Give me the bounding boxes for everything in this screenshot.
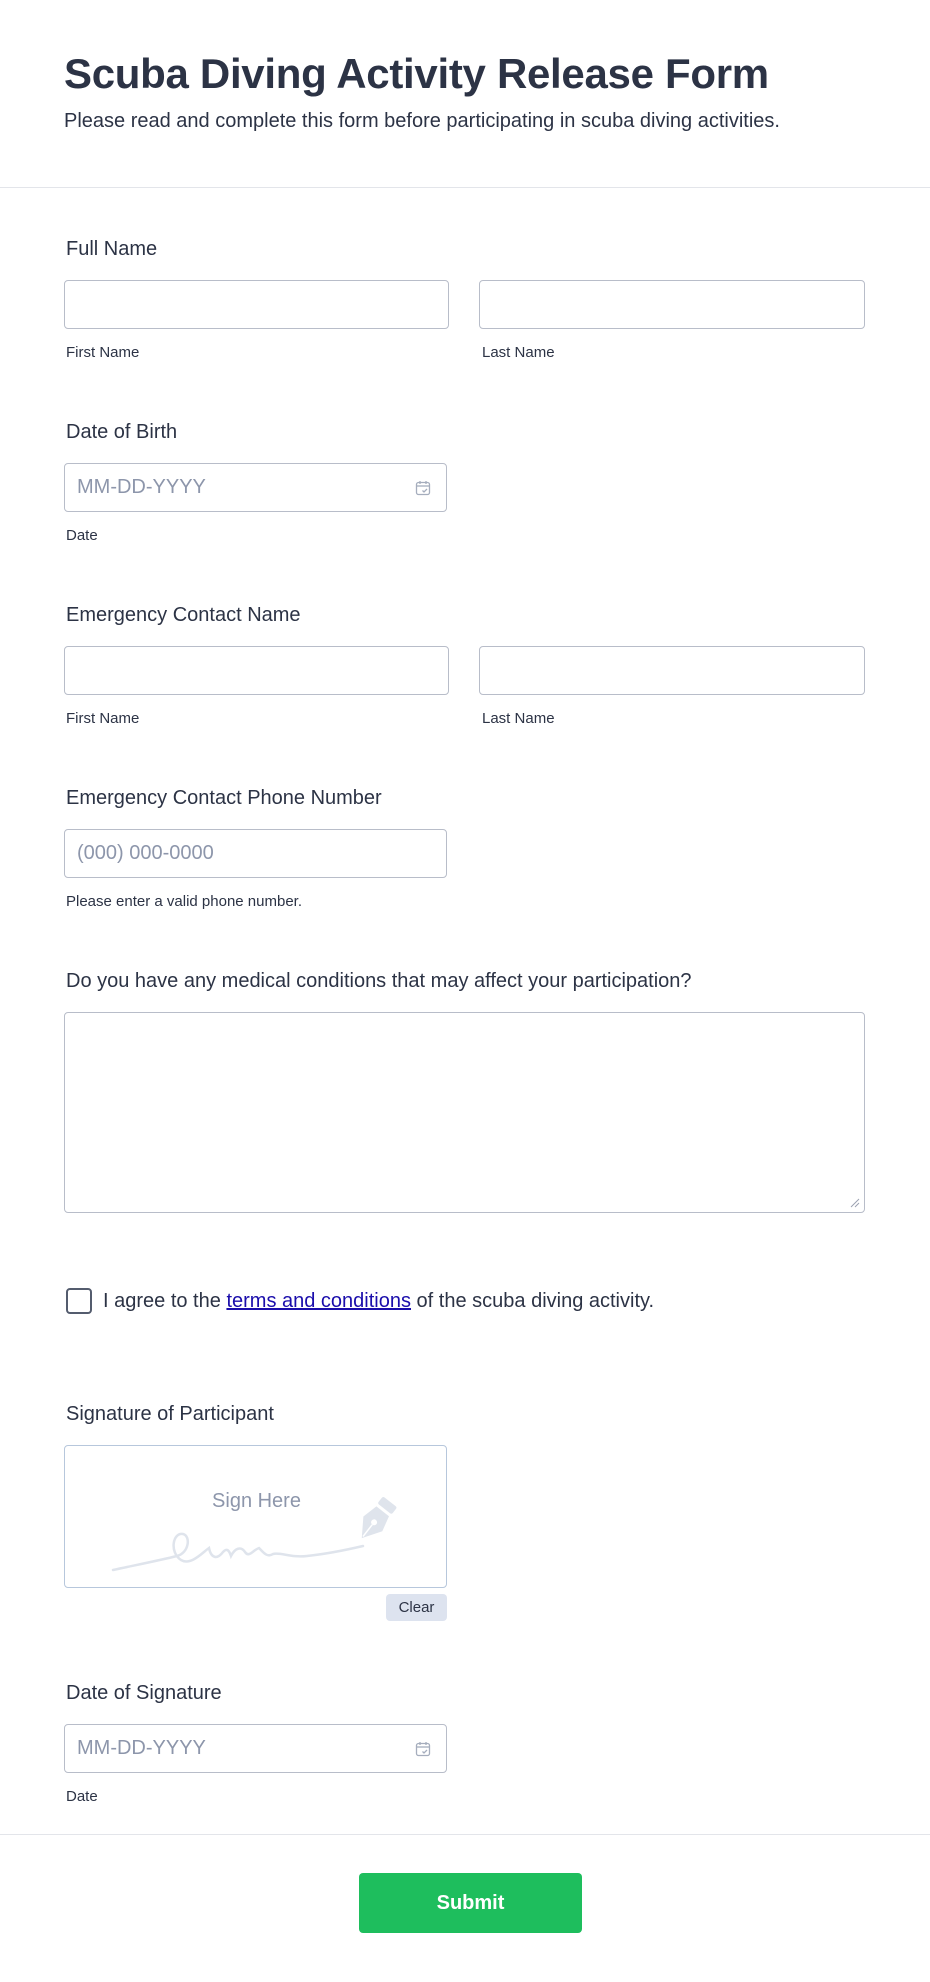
medical-conditions-textarea[interactable] (64, 1012, 865, 1213)
full-name-first-input[interactable] (64, 280, 449, 329)
emergency-phone-label: Emergency Contact Phone Number (66, 787, 382, 809)
calendar-icon[interactable] (415, 1741, 431, 1757)
full-name-label: Full Name (66, 238, 158, 260)
signature-label: Signature of Participant (66, 1403, 274, 1425)
agree-checkbox[interactable] (66, 1288, 92, 1314)
emergency-contact-name-label: Emergency Contact Name (66, 604, 301, 626)
sign-here-text: Sign Here (212, 1490, 301, 1512)
clear-signature-button[interactable]: Clear (386, 1594, 447, 1621)
signature-pad[interactable] (64, 1445, 447, 1588)
emergency-first-name-input[interactable] (64, 646, 449, 695)
form-footer (0, 1834, 930, 1982)
agree-text (103, 1288, 654, 1314)
first-name-sublabel: First Name (66, 344, 140, 361)
pen-nib-icon (352, 1494, 399, 1545)
emergency-phone-input[interactable] (64, 829, 447, 878)
date-of-signature-input[interactable] (64, 1724, 447, 1773)
form-header (0, 0, 930, 188)
agree-text-before: I agree to the (103, 1290, 221, 1312)
form-title: Scuba Diving Activity Release Form (64, 50, 769, 97)
last-name-sublabel: Last Name (482, 344, 555, 361)
date-of-signature-label: Date of Signature (66, 1682, 222, 1704)
date-of-birth-input[interactable] (64, 463, 447, 512)
signature-scribble-icon (111, 1486, 401, 1576)
date-of-birth-sublabel: Date (66, 527, 98, 544)
terms-and-conditions-link[interactable]: terms and conditions (226, 1290, 411, 1312)
agree-text-after: of the scuba diving activity. (416, 1290, 655, 1312)
submit-button[interactable]: Submit (359, 1873, 582, 1933)
emergency-last-name-sublabel: Last Name (482, 710, 555, 727)
emergency-first-name-sublabel: First Name (66, 710, 140, 727)
resize-grip-icon[interactable] (848, 1196, 860, 1208)
emergency-last-name-input[interactable] (479, 646, 865, 695)
date-of-signature-sublabel: Date (66, 1788, 98, 1805)
calendar-icon[interactable] (415, 480, 431, 496)
phone-hint: Please enter a valid phone number. (66, 893, 302, 910)
date-of-birth-label: Date of Birth (66, 421, 178, 443)
full-name-last-input[interactable] (479, 280, 865, 329)
form-subtitle: Please read and complete this form before participating in scuba diving activities. (64, 110, 780, 132)
medical-conditions-label: Do you have any medical conditions that may affect your participation? (66, 970, 692, 992)
